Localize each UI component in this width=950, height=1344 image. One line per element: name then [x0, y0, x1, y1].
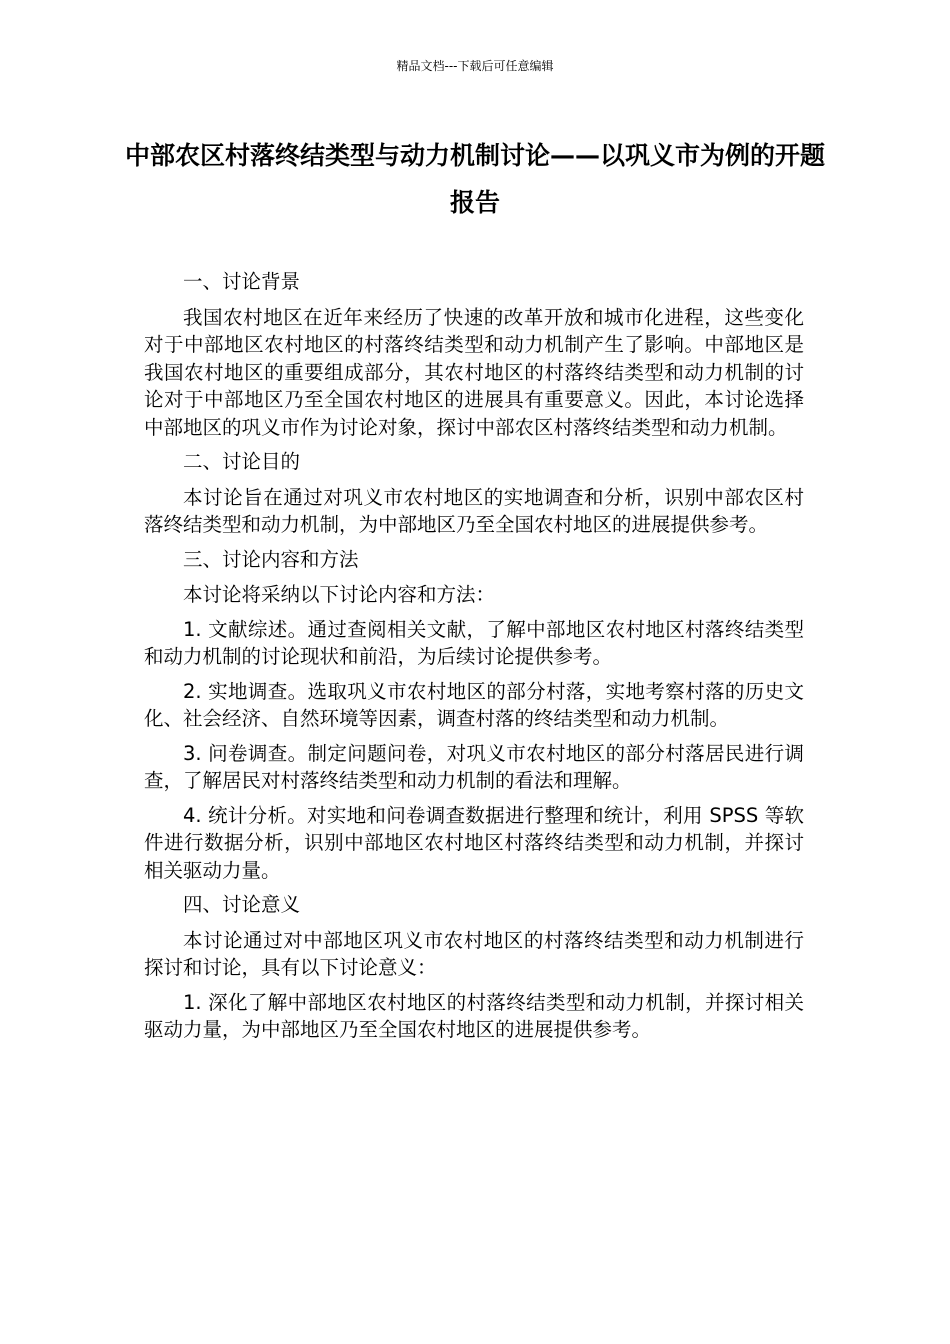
document-title: 中部农区村落终结类型与动力机制讨论——以巩义市为例的开题报告 — [124, 141, 825, 217]
section-heading-significance: 四、讨论意义 — [183, 893, 301, 916]
list-item-questionnaire: 3. 问卷调查。制定问题问卷，对巩义市农村地区的部分村落居民进行调查，了解居民对村落终结类型和动力机制的看法和理解。 — [144, 741, 804, 792]
list-item-statistical-analysis: 4. 统计分析。对实地和问卷调查数据进行整理和统计，利用 SPSS 等软件进行数据分析，识别中部地区农村地区村落终结类型和动力机制，并探讨相关驱动力量。 — [144, 803, 804, 882]
section-heading-background: 一、讨论背景 — [183, 270, 301, 293]
header-note: 精品文档---下载后可任意编辑 — [396, 59, 554, 73]
list-item-literature-review: 1. 文献综述。通过查阅相关文献，了解中部地区农村地区村落终结类型和动力机制的讨论现状和前沿，为后续讨论提供参考。 — [144, 617, 804, 668]
document-body — [144, 268, 804, 1051]
paragraph-purpose: 本讨论旨在通过对巩义市农村地区的实地调查和分析，识别中部农区村落终结类型和动力机制，为中部地区乃至全国农村地区的进展提供参考。 — [144, 485, 804, 536]
paragraph-significance-intro: 本讨论通过对中部地区巩义市农村地区的村落终结类型和动力机制进行探讨和讨论，具有以下讨论意义： — [144, 928, 804, 979]
section-heading-purpose: 二、讨论目的 — [183, 450, 301, 473]
section-heading-content-methods: 三、讨论内容和方法 — [183, 547, 359, 571]
list-item-field-survey: 2. 实地调查。选取巩义市农村地区的部分村落，实地考察村落的历史文化、社会经济、自然环境等因素，调查村落的终结类型和动力机制。 — [144, 679, 804, 730]
list-item-significance-1: 1. 深化了解中部地区农村地区的村落终结类型和动力机制，并探讨相关驱动力量，为中部地区乃至全国农村地区的进展提供参考。 — [144, 990, 804, 1041]
paragraph-background: 我国农村地区在近年来经历了快速的改革开放和城市化进程，这些变化对于中部地区农村地区的村落终结类型和动力机制产生了影响。中部地区是我国农村地区的重要组成部分，其农村地区的村落终结类型和动力机制的讨论对于中部地区乃至全国农村地区的进展具有重要意义。因此，本讨论选择中部地区的巩义市作为讨论对象，探讨中部农区村落终结类型和动力机制。 — [144, 305, 804, 439]
paragraph-methods-intro: 本讨论将采纳以下讨论内容和方法： — [183, 583, 496, 606]
